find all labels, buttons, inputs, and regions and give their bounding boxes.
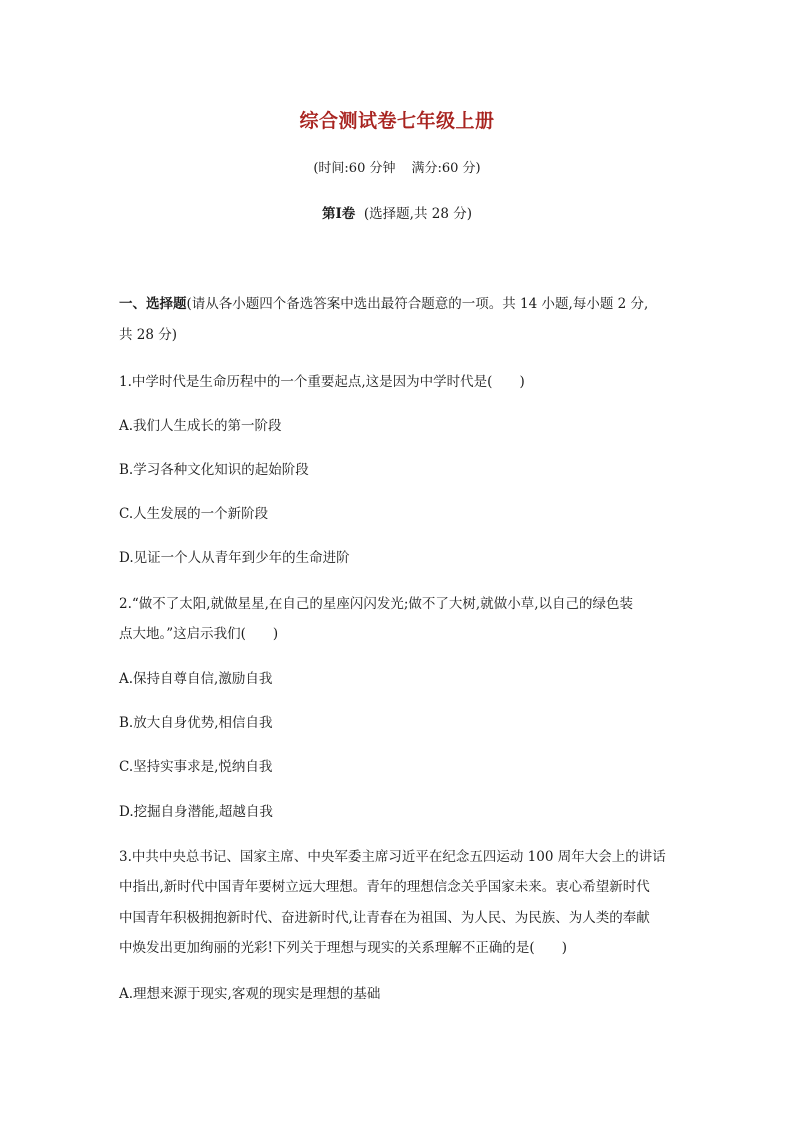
exam-meta xyxy=(0,157,794,176)
question-option: A.我们人生成长的第一阶段 xyxy=(119,418,282,434)
document-title: 综合测试卷七年级上册 xyxy=(299,110,495,132)
question-stem: 中国青年积极拥抱新时代、奋进新时代,让青春在为祖国、为人民、为民族、为人类的奉献 xyxy=(119,910,650,926)
section-header xyxy=(0,202,794,222)
part-heading: 一、选择题 xyxy=(119,296,187,312)
question-option: B.学习各种文化知识的起始阶段 xyxy=(119,462,309,478)
question-stem: 3.中共中央总书记、国家主席、中央军委主席习近平在纪念五四运动 100 周年大会上的讲话 xyxy=(119,849,666,865)
question-option: A.理想来源于现实,客观的现实是理想的基础 xyxy=(119,986,381,1002)
question-option: C.人生发展的一个新阶段 xyxy=(119,506,269,522)
exam-score: 满分:60 分) xyxy=(411,161,481,176)
part-heading-line xyxy=(119,292,648,312)
exam-time: (时间:60 分钟 xyxy=(313,161,396,176)
question-option: B.放大自身优势,相信自我 xyxy=(119,715,273,731)
question-option: D.见证一个人从青年到少年的生命进阶 xyxy=(119,550,350,566)
question-option: D.挖掘自身潜能,超越自我 xyxy=(119,804,273,820)
section-name: 第Ⅰ卷 xyxy=(321,206,356,222)
part-instruction-line2: 共 28 分) xyxy=(119,327,178,343)
question-stem: 点大地。”这启示我们( ) xyxy=(119,626,279,642)
question-option: A.保持自尊自信,激励自我 xyxy=(119,671,273,687)
section-note: (选择题,共 28 分) xyxy=(363,206,472,222)
question-option: C.坚持实事求是,悦纳自我 xyxy=(119,759,273,775)
question-stem: 1.中学时代是生命历程中的一个重要起点,这是因为中学时代是( ) xyxy=(119,374,525,390)
question-stem: 中焕发出更加绚丽的光彩!下列关于理想与现实的关系理解不正确的是( ) xyxy=(119,940,567,956)
part-instruction-line1: (请从各小题四个备选答案中选出最符合题意的一项。共 14 小题,每小题 2 分, xyxy=(186,296,649,312)
question-stem: 中指出,新时代中国青年要树立远大理想。青年的理想信念关乎国家未来。衷心希望新时代 xyxy=(119,879,650,895)
question-stem: 2.“做不了太阳,就做星星,在自己的星座闪闪发光;做不了大树,就做小草,以自己的绿色装 xyxy=(119,596,633,612)
